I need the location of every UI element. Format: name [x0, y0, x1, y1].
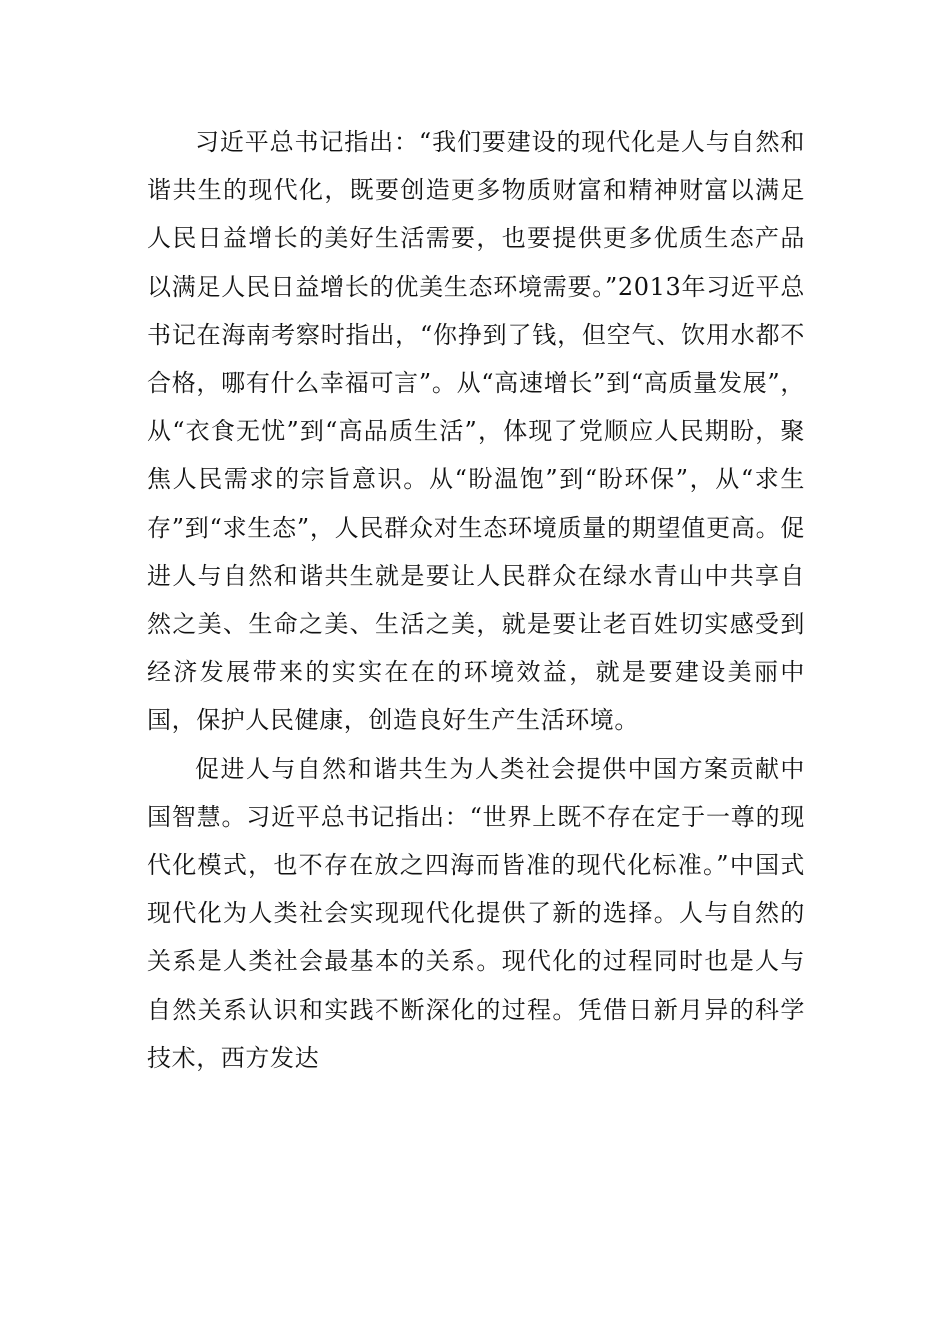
document-body	[147, 118, 805, 1082]
paragraph-2: 促进人与自然和谐共生为人类社会提供中国方案贡献中国智慧。习近平总书记指出：“世界上既不存在定于一尊的现代化模式，也不存在放之四海而皆准的现代化标准。”中国式现代化为人类社会实现现代化提供了新的选择。人与自然的关系是人类社会最基本的关系。现代化的过程同时也是人与自然关系认识和实践不断深化的过程。凭借日新月异的科学技术，西方发达	[147, 754, 805, 1072]
paragraph-1: 习近平总书记指出：“我们要建设的现代化是人与自然和谐共生的现代化，既要创造更多物质财富和精神财富以满足人民日益增长的美好生活需要，也要提供更多优质生态产品以满足人民日益增长的优美生态环境需要。”2013年习近平总书记在海南考察时指出，“你挣到了钱，但空气、饮用水都不合格，哪有什么幸福可言”。从“高速增长”到“高质量发展”，从“衣食无忧”到“高品质生活”，体现了党顺应人民期盼，聚焦人民需求的宗旨意识。从“盼温饱”到“盼环保”，从“求生存”到“求生态”，人民群众对生态环境质量的期望值更高。促进人与自然和谐共生就是要让人民群众在绿水青山中共享自然之美、生命之美、生活之美，就是要让老百姓切实感受到经济发展带来的实实在在的环境效益，就是要建设美丽中国，保护人民健康，创造良好生产生活环境。	[147, 128, 805, 735]
